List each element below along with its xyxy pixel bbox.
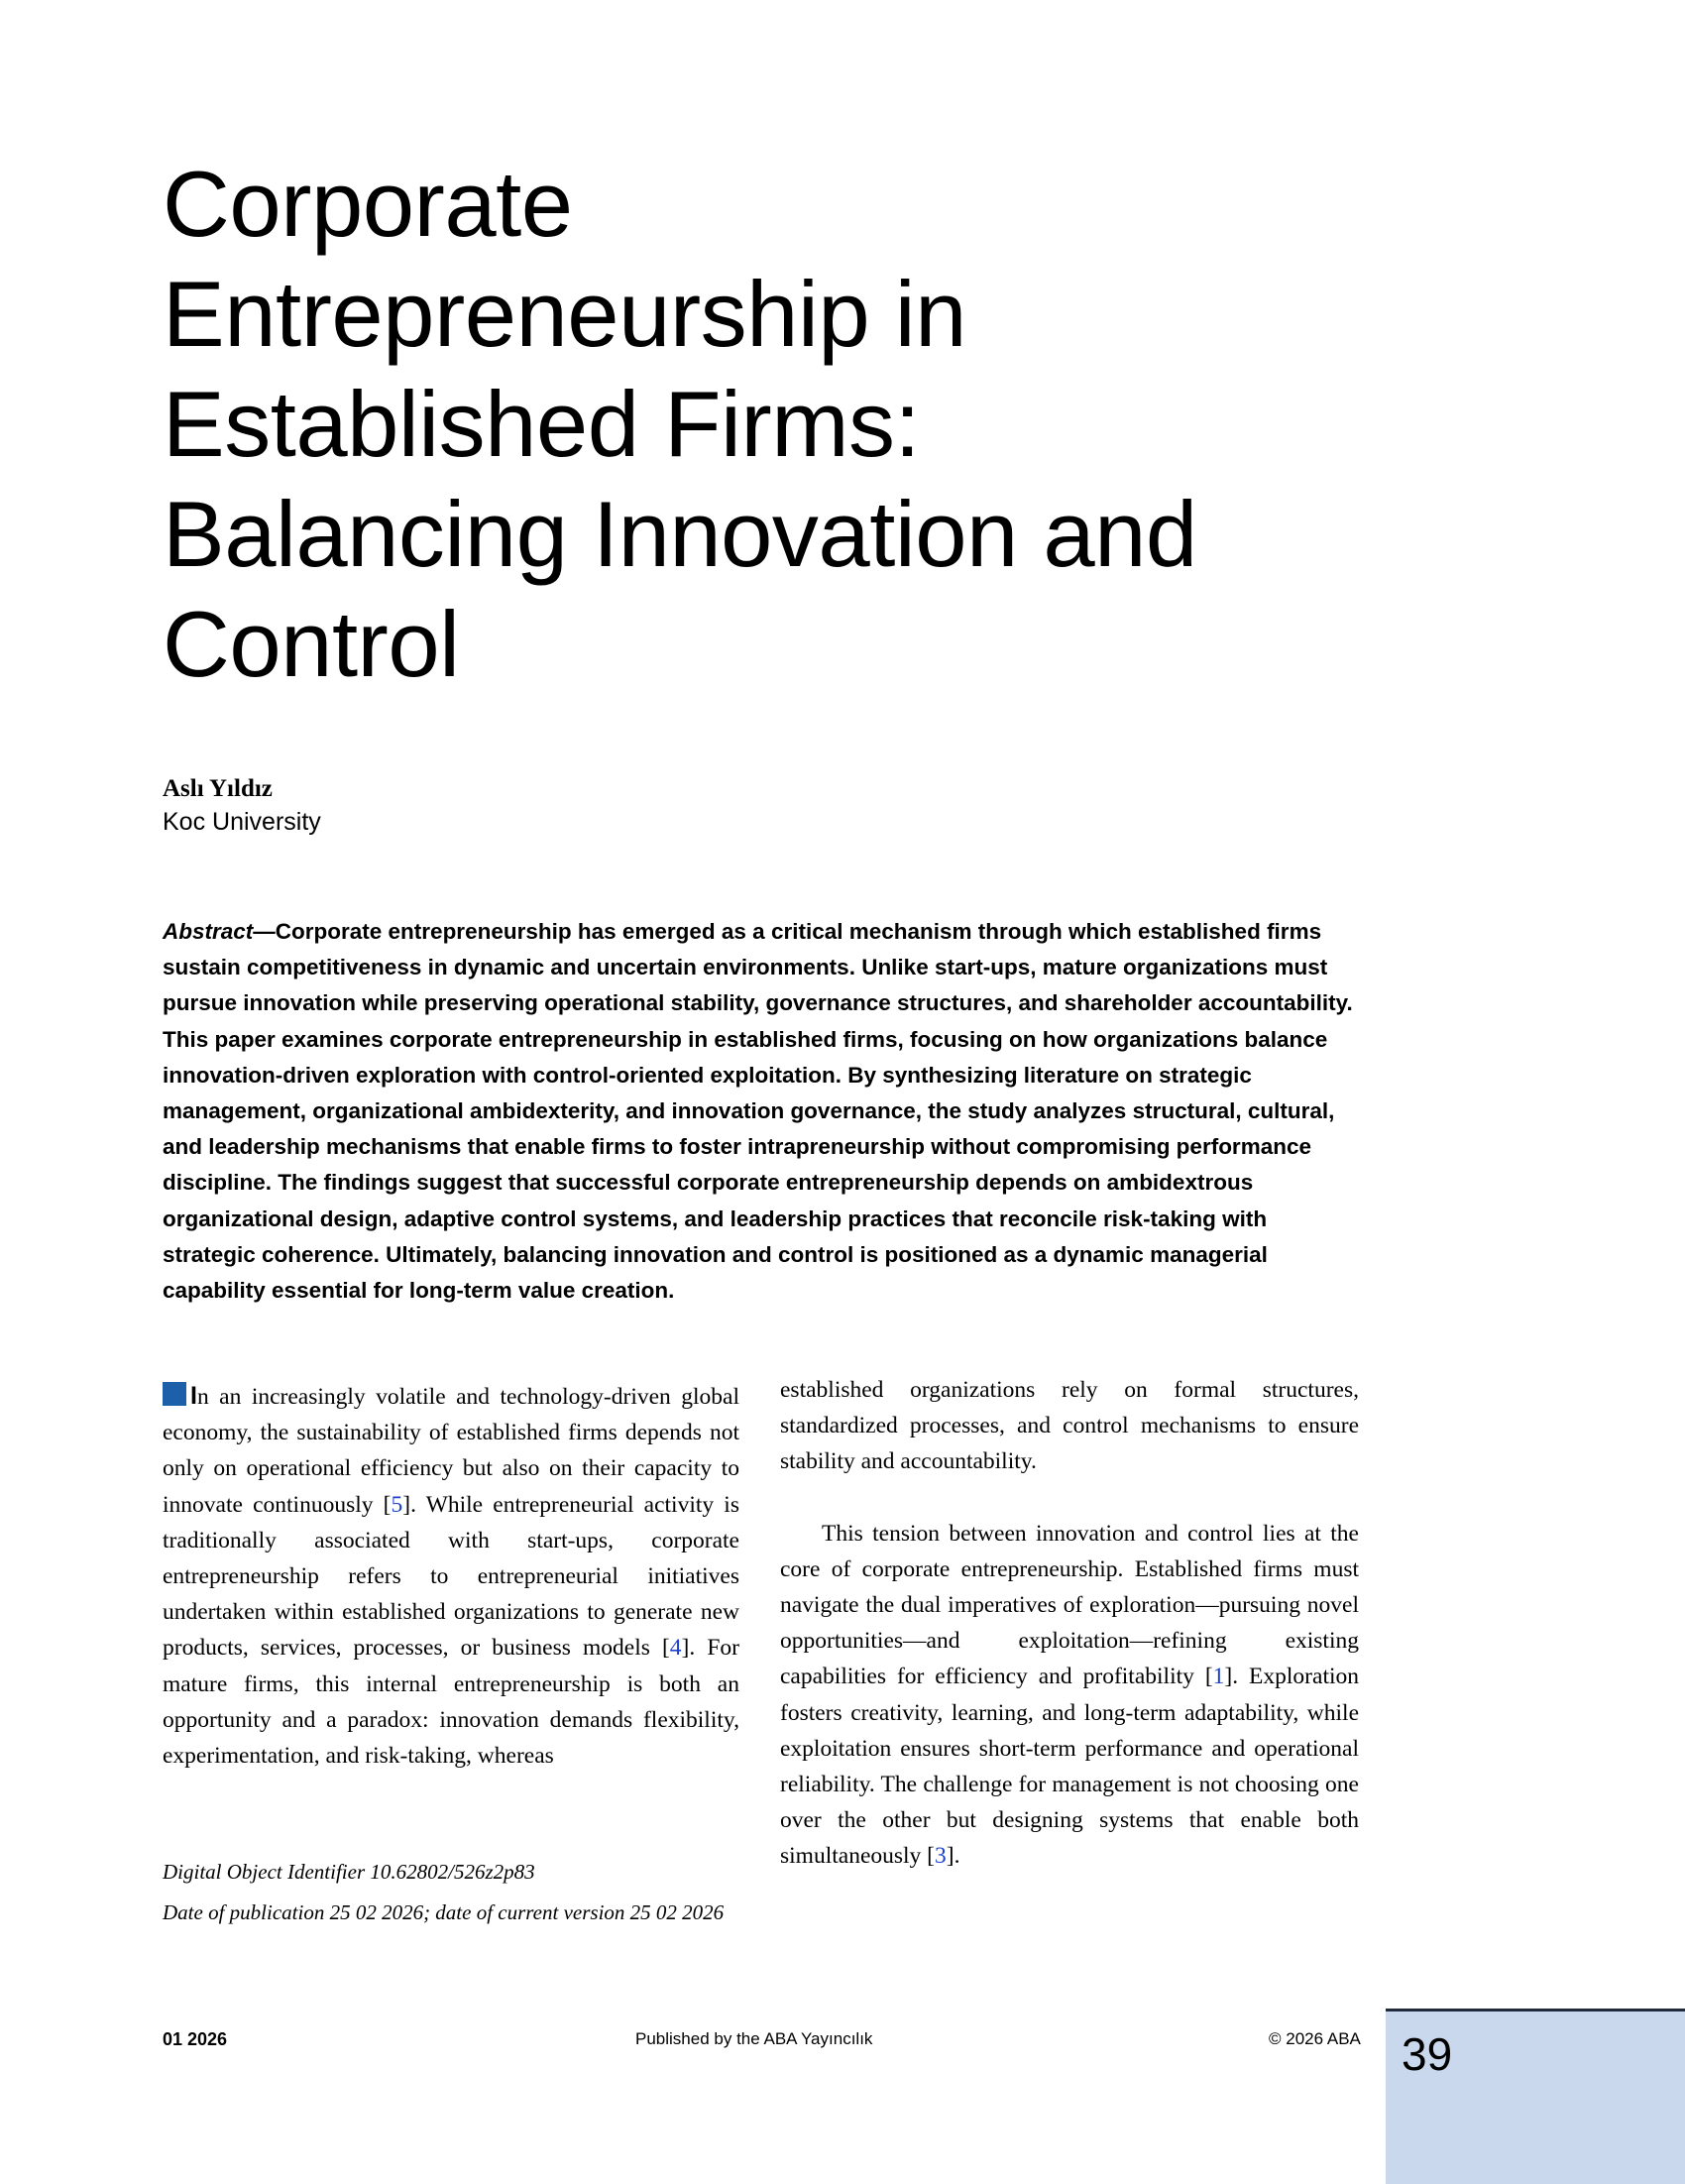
- title-line: Entrepreneurship in: [163, 262, 966, 366]
- footer-copyright: © 2026 ABA: [1269, 2029, 1361, 2048]
- citation-link[interactable]: 3: [935, 1843, 947, 1870]
- footer-publisher: Published by the ABA Yayıncılık: [635, 2029, 873, 2048]
- title-line: Established Firms:: [163, 372, 921, 476]
- citation-link[interactable]: 1: [1212, 1664, 1225, 1690]
- body-paragraph-intro: [163, 1378, 739, 1774]
- body-paragraph-continued: established organizations rely on formal structures, standardized processes, and control mechanisms to ensure stability and accountability.: [780, 1377, 1359, 1475]
- title-line: Control: [163, 592, 460, 696]
- title-line: Balancing Innovation and: [163, 482, 1197, 586]
- section-start-square-icon: [163, 1382, 186, 1406]
- footer-issue: 01 2026: [163, 2029, 228, 2049]
- body-text: ]. While entrepreneurial activity is traditionally associated with start-ups, corporate entrepreneurship refers to entrepreneurial initiatives undertaken within established organizations to generate new products, services, processes, or business models [: [163, 1491, 739, 1662]
- body-text: ]. Exploration fosters creativity, learning, and long-term adaptability, while exploitation ensures short-term performance and operational reliability. The challenge for management is not choosing one over the other but designing systems that enable both simultaneously [: [780, 1664, 1359, 1870]
- page-number-box: [1386, 2009, 1685, 2184]
- publication-metadata: [163, 1852, 739, 1933]
- body-text: This tension between innovation and control lies at the core of corporate entrepreneurship. Established firms must navigate the dual imperatives of exploration—pursuing novel opportunities—and exploitation—refining existing capabilities for efficiency and profitability [: [780, 1520, 1359, 1690]
- abstract-text: —Corporate entrepreneurship has emerged as a critical mechanism through which established firms sustain competitiveness in dynamic and uncertain environments. Unlike start-ups, mature organizations must pursue innovation while preserving operational stability, governance structures, and shareholder accountability. This paper examines corporate entrepreneurship in established firms, focusing on how organizations balance innovation-driven exploration with control-oriented exploitation. By synthesizing literature on strategic management, organizational ambidexterity, and innovation governance, the study analyzes structural, cultural, and leadership mechanisms that enable firms to foster intrapreneurship without compromising performance discipline. The findings suggest that successful corporate entrepreneurship depends on ambidextrous organizational design, adaptive control systems, and leadership practices that reconcile risk-taking with strategic coherence. Ultimately, balancing innovation and control is positioned as a dynamic managerial capability essential for long-term value creation.: [163, 919, 1353, 1304]
- title-line: Corporate: [163, 152, 573, 256]
- author-affiliation: Koc University: [163, 808, 321, 836]
- doi: Digital Object Identifier 10.62802/526z2p83: [163, 1860, 535, 1884]
- abstract-label: Abstract: [163, 919, 254, 944]
- left-column: [163, 1378, 739, 1774]
- body-text: ].: [946, 1843, 960, 1870]
- initial-letter: I: [190, 1382, 197, 1410]
- right-column: [780, 1372, 1359, 1875]
- body-paragraph: [780, 1516, 1359, 1875]
- body-text: n an increasingly volatile and technology-driven global economy, the sustainability of established firms depends not only on operational efficiency but also on their capacity to innovate continuously [: [163, 1384, 739, 1518]
- author-name: Aslı Yıldız: [163, 775, 273, 802]
- paper-title: [163, 149, 1352, 699]
- citation-link[interactable]: 5: [391, 1491, 403, 1518]
- citation-link[interactable]: 4: [669, 1635, 682, 1662]
- body-text: ]. For mature firms, this internal entrepreneurship is both an opportunity and a paradox: innovation demands flexibility, experimentation, and risk-taking, whereas: [163, 1635, 739, 1770]
- abstract: [163, 914, 1362, 1309]
- publication-dates: Date of publication 25 02 2026; date of current version 25 02 2026: [163, 1900, 725, 1924]
- page-number: 39: [1402, 2028, 1453, 2080]
